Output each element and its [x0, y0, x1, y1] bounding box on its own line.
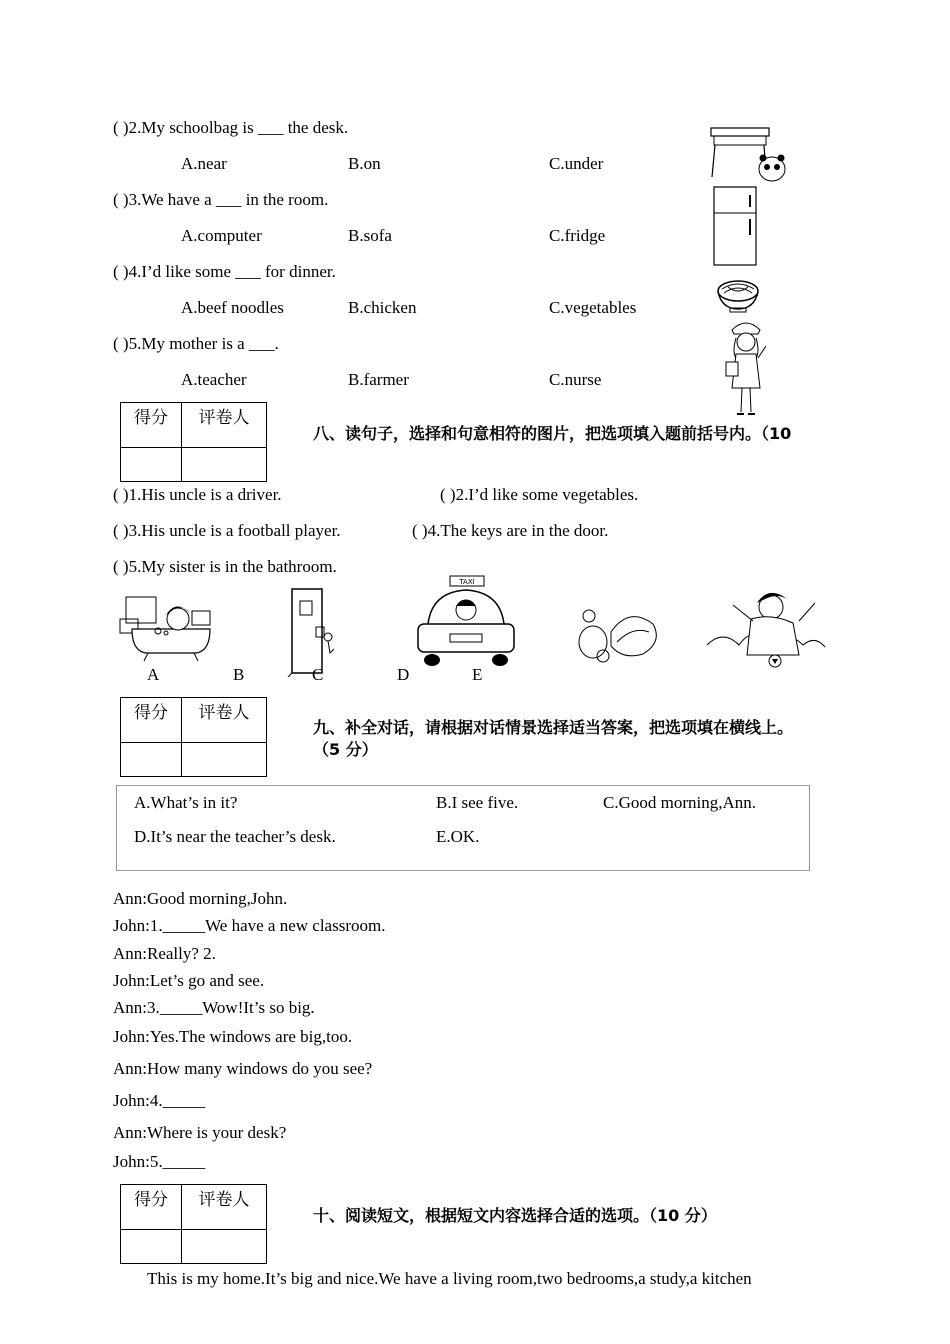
section-9-title: 九、补全对话，请根据对话情景选择适当答案，把选项填在横线上。 — [313, 718, 794, 737]
question-2-option-b: B.on — [348, 154, 381, 173]
s8-question-2: ( )2.I’d like some vegetables. — [440, 485, 639, 504]
question-3-option-b: B.sofa — [348, 226, 392, 245]
question-2-stem: ( )2.My schoolbag is ___ the desk. — [113, 118, 349, 137]
reading-passage: This is my home.It’s big and nice.We have a living room,two bedrooms,a study,a kitchen — [147, 1269, 752, 1288]
picture-label-c: C — [312, 665, 324, 684]
score-box — [120, 1184, 267, 1264]
section-8-title: 八、读句子，选择和句意相符的图片，把选项填入题前括号内。（10 — [313, 424, 792, 443]
grader-label: 评卷人 — [182, 1185, 267, 1230]
question-4-option-a: A.beef noodles — [181, 298, 284, 317]
grader-field[interactable] — [182, 1230, 267, 1264]
option-d: D.It’s near the teacher’s desk. — [134, 827, 336, 846]
question-3-option-a: A.computer — [181, 226, 262, 245]
nurse-illustration — [722, 318, 772, 420]
desk-with-bag-illustration — [706, 125, 790, 187]
question-2-option-a: A.near — [181, 154, 227, 173]
section-10-title: 十、阅读短文，根据短文内容选择合适的选项。（10 分） — [313, 1206, 717, 1225]
score-label: 得分 — [121, 1185, 182, 1230]
score-label: 得分 — [121, 403, 182, 448]
vegetables-illustration — [573, 602, 667, 664]
option-b: B.I see five. — [436, 793, 519, 812]
grader-field[interactable] — [182, 448, 267, 482]
question-4-option-c: C.vegetables — [549, 298, 637, 317]
grader-field[interactable] — [182, 743, 267, 777]
option-c: C.Good morning,Ann. — [603, 793, 756, 812]
dialog-line: Ann:3._____Wow!It’s so big. — [113, 998, 315, 1017]
question-5-option-c: C.nurse — [549, 370, 602, 389]
score-field[interactable] — [121, 448, 182, 482]
dialog-line: John:1._____We have a new classroom. — [113, 916, 386, 935]
dialog-line: John:5._____ — [113, 1152, 206, 1171]
girl-in-bathtub-illustration — [118, 595, 220, 667]
question-3-stem: ( )3.We have a ___ in the room. — [113, 190, 329, 209]
s8-question-1: ( )1.His uncle is a driver. — [113, 485, 282, 504]
dialog-line: John:Let’s go and see. — [113, 971, 265, 990]
dialog-line: John:Yes.The windows are big,too. — [113, 1027, 353, 1046]
section-9-points: （5 分） — [313, 740, 378, 759]
football-player-illustration — [703, 585, 827, 669]
picture-label-d: D — [397, 665, 410, 684]
noodle-bowl-illustration — [714, 275, 762, 315]
question-4-stem: ( )4.I’d like some ___ for dinner. — [113, 262, 336, 281]
dialog-line: Ann:Really? 2. — [113, 944, 216, 963]
question-2-option-c: C.under — [549, 154, 604, 173]
s8-question-3: ( )3.His uncle is a football player. — [113, 521, 341, 540]
score-field[interactable] — [121, 743, 182, 777]
option-e: E.OK. — [436, 827, 480, 846]
option-a: A.What’s in it? — [134, 793, 238, 812]
question-4-option-b: B.chicken — [348, 298, 417, 317]
fridge-illustration — [710, 185, 760, 267]
s8-question-5: ( )5.My sister is in the bathroom. — [113, 557, 337, 576]
question-5-option-b: B.farmer — [348, 370, 409, 389]
taxi-driver-illustration — [414, 574, 518, 668]
question-5-stem: ( )5.My mother is a ___. — [113, 334, 279, 353]
score-field[interactable] — [121, 1230, 182, 1264]
dialog-line: Ann:Good morning,John. — [113, 889, 288, 908]
dialog-line: John:4._____ — [113, 1091, 206, 1110]
score-box — [120, 402, 267, 482]
picture-label-b: B — [233, 665, 245, 684]
grader-label: 评卷人 — [182, 403, 267, 448]
dialog-line: Ann:Where is your desk? — [113, 1123, 287, 1142]
question-5-option-a: A.teacher — [181, 370, 247, 389]
score-label: 得分 — [121, 698, 182, 743]
picture-label-e: E — [472, 665, 483, 684]
grader-label: 评卷人 — [182, 698, 267, 743]
question-3-option-c: C.fridge — [549, 226, 606, 245]
score-box — [120, 697, 267, 777]
s8-question-4: ( )4.The keys are in the door. — [412, 521, 609, 540]
picture-label-a: A — [147, 665, 160, 684]
taxi-sign-text: TAXI — [459, 578, 475, 586]
dialog-line: Ann:How many windows do you see? — [113, 1059, 373, 1078]
door-with-keys-illustration — [286, 585, 344, 677]
